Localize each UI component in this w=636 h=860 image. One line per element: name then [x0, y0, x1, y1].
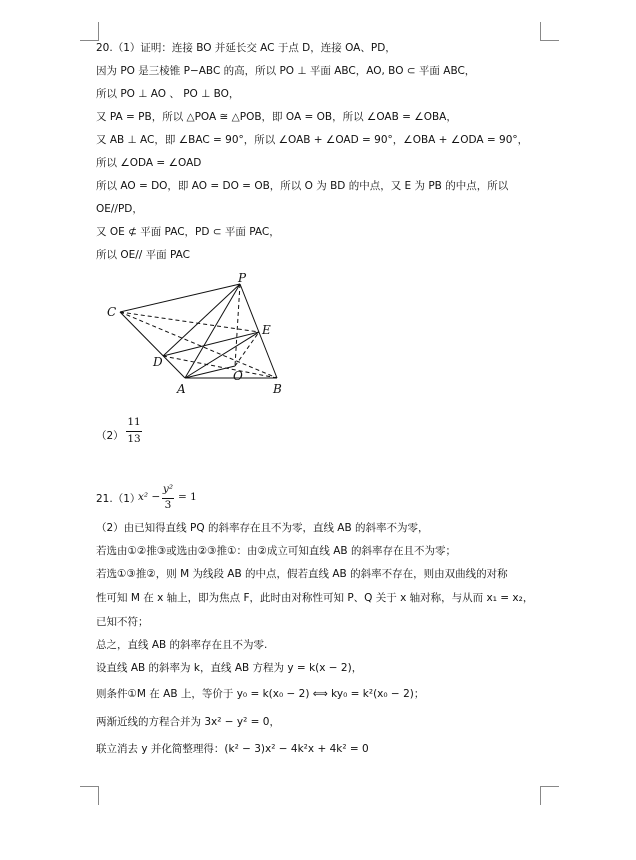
q20-line-5: 又 AB ⊥ AC，即 ∠BAC = 90°，所以 ∠OAB + ∠OAD = 90°，∠OBA + ∠ODA = 90°，	[96, 134, 529, 146]
answer-denominator: 13	[127, 433, 141, 445]
segment-db-hidden	[163, 356, 277, 378]
segment-ao	[185, 366, 235, 378]
height-po-hidden	[235, 284, 240, 366]
pyramid-figure	[95, 272, 305, 402]
q21-line-4: 性可知 M 在 x 轴上，即为焦点 F，此时由对称性可知 P、Q 关于 x 轴对称，与从而 x₁ = x₂，	[96, 592, 534, 604]
answer-numerator: 11	[127, 416, 141, 428]
q20-line-3: 所以 PO ⊥ AO 、 PO ⊥ BO，	[96, 88, 240, 100]
vertex-label-c: C	[107, 305, 117, 319]
q20-line-1: 20.（1）证明：连接 BO 并延长交 AC 于点 D，连接 OA、PD，	[96, 42, 396, 54]
q21-part1-label: 21.（1）	[96, 493, 141, 505]
edge-pa	[185, 284, 240, 378]
q20-part2-label: （2）	[96, 430, 124, 442]
segment-dp	[163, 284, 240, 356]
margin-mark-bottom-left	[80, 786, 99, 805]
q20-line-8: OE//PD，	[96, 203, 143, 215]
margin-mark-bottom-right	[540, 786, 559, 805]
hyperbola-y-denominator: 3	[164, 499, 172, 511]
vertex-label-a: A	[177, 382, 186, 396]
point-label-e: E	[262, 323, 271, 337]
edge-pb	[240, 284, 277, 378]
q21-line-5: 已知不符；	[96, 616, 149, 628]
q21-part1-answer	[96, 484, 236, 514]
q21-line-9: 两渐近线的方程合并为 3x² − y² = 0，	[96, 716, 280, 728]
hyperbola-x-term: x² −	[138, 491, 161, 503]
point-label-o: O	[233, 369, 243, 383]
vertex-label-p: P	[238, 272, 247, 285]
margin-mark-top-left	[80, 22, 99, 41]
q20-line-4: 又 PA = PB，所以 △POA ≅ △POB，即 OA = OB，所以 ∠OAB = ∠OBA，	[96, 111, 457, 123]
q20-line-9: 又 OE ⊄ 平面 PAC，PD ⊂ 平面 PAC，	[96, 226, 280, 238]
q20-line-7: 所以 AO = DO，即 AO = DO = OB，所以 O 为 BD 的中点，又 E 为 PB 的中点，所以	[96, 180, 509, 192]
edge-cb-hidden	[120, 312, 277, 378]
q21-line-1: （2）由已知得直线 PQ 的斜率存在且不为零，直线 AB 的斜率不为零，	[96, 522, 429, 534]
q21-line-8: 则条件①M 在 AB 上，等价于 y₀ = k(x₀ − 2) ⟺ ky₀ = k²(x₀ − 2)；	[96, 688, 425, 700]
q21-line-7: 设直线 AB 的斜率为 k，直线 AB 方程为 y = k(x − 2)，	[96, 662, 363, 674]
q21-line-3: 若选①③推②，则 M 为线段 AB 的中点，假若直线 AB 的斜率不存在，则由双曲线的对称	[96, 568, 508, 580]
fraction-bar	[126, 431, 142, 432]
q21-line-10: 联立消去 y 并化简整理得：(k² − 3)x² − 4k²x + 4k² = 0	[96, 743, 369, 755]
hyperbola-y-numerator: y²	[162, 483, 174, 495]
vertex-label-b: B	[273, 382, 282, 396]
q20-line-2: 因为 PO 是三棱锥 P−ABC 的高，所以 PO ⊥ 平面 ABC，AO, BO ⊂ 平面 ABC，	[96, 65, 476, 77]
q20-line-6: 所以 ∠ODA = ∠OAD	[96, 157, 202, 169]
q21-line-6: 总之，直线 AB 的斜率存在且不为零.	[96, 639, 268, 651]
q20-line-10: 所以 OE// 平面 PAC	[96, 249, 190, 261]
hyperbola-equals: = 1	[178, 491, 197, 503]
q21-line-2: 若选由①②推③或选由②③推①：由②成立可知直线 AB 的斜率存在且不为零；	[96, 545, 456, 557]
point-label-d: D	[153, 355, 163, 369]
margin-mark-top-right	[540, 22, 559, 41]
segment-ae	[185, 332, 259, 378]
edge-cp	[120, 284, 240, 312]
